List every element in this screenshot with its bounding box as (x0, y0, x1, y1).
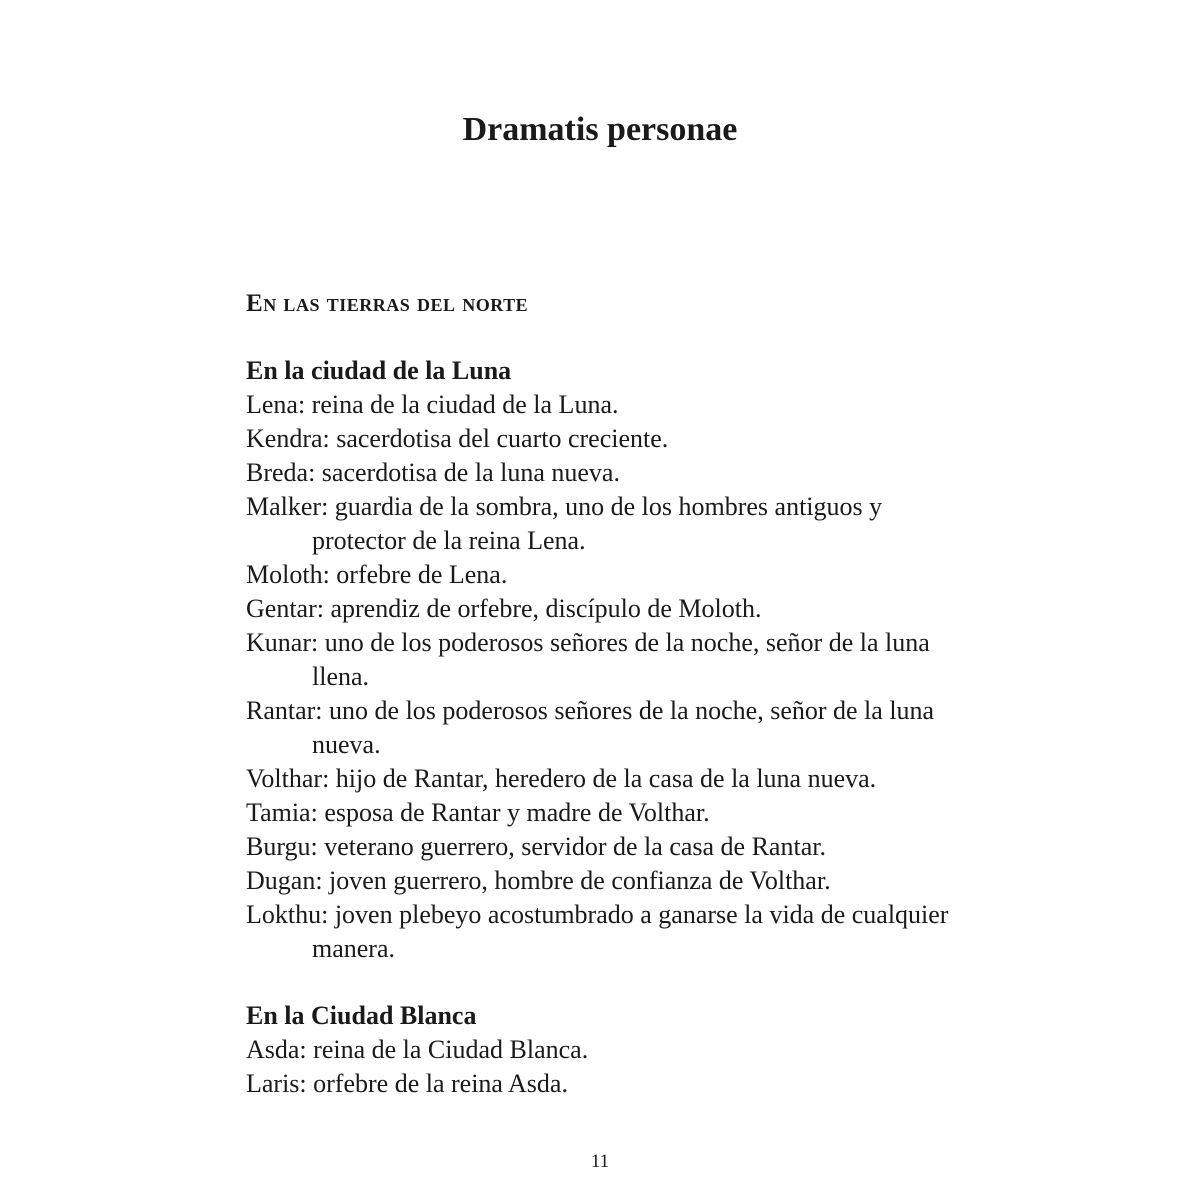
character-entry: Kunar: uno de los poderosos señores de la noche, señor de la luna llena. (246, 628, 930, 691)
character-entry: Laris: orfebre de la reina Asda. (246, 1069, 568, 1098)
character-entry: Malker: guardia de la sombra, uno de los hombres antiguos y protector de la reina Lena. (246, 492, 883, 555)
character-group-ciudad-de-la-luna (246, 354, 966, 966)
section-heading-rest: n las tierras del norte (263, 290, 529, 317)
character-group-ciudad-blanca (246, 999, 966, 1101)
character-entry: Tamia: esposa de Rantar y madre de Volthar. (246, 798, 710, 827)
section-heading-initial: E (246, 290, 264, 317)
character-entry: Dugan: joven guerrero, hombre de confianza de Volthar. (246, 866, 831, 895)
character-entry: Lokthu: joven plebeyo acostumbrado a ganarse la vida de cualquier manera. (246, 900, 949, 963)
character-entry: Rantar: uno de los poderosos señores de la noche, señor de la luna nueva. (246, 696, 935, 759)
page-title: Dramatis personae (462, 111, 738, 148)
character-list (246, 1033, 966, 1101)
character-list (246, 388, 966, 966)
character-entry: Kendra: sacerdotisa del cuarto creciente. (246, 424, 669, 453)
character-entry: Breda: sacerdotisa de la luna nueva. (246, 458, 620, 487)
character-entry: Volthar: hijo de Rantar, heredero de la casa de la luna nueva. (246, 764, 877, 793)
section-heading (246, 288, 528, 320)
page-number: 11 (590, 1151, 610, 1172)
group-title: En la ciudad de la Luna (246, 356, 512, 385)
character-entry: Gentar: aprendiz de orfebre, discípulo de Moloth. (246, 594, 762, 623)
character-entry: Burgu: veterano guerrero, servidor de la casa de Rantar. (246, 832, 826, 861)
character-entry: Moloth: orfebre de Lena. (246, 560, 508, 589)
character-entry: Lena: reina de la ciudad de la Luna. (246, 390, 619, 419)
group-title: En la Ciudad Blanca (246, 1001, 477, 1030)
character-entry: Asda: reina de la Ciudad Blanca. (246, 1035, 589, 1064)
